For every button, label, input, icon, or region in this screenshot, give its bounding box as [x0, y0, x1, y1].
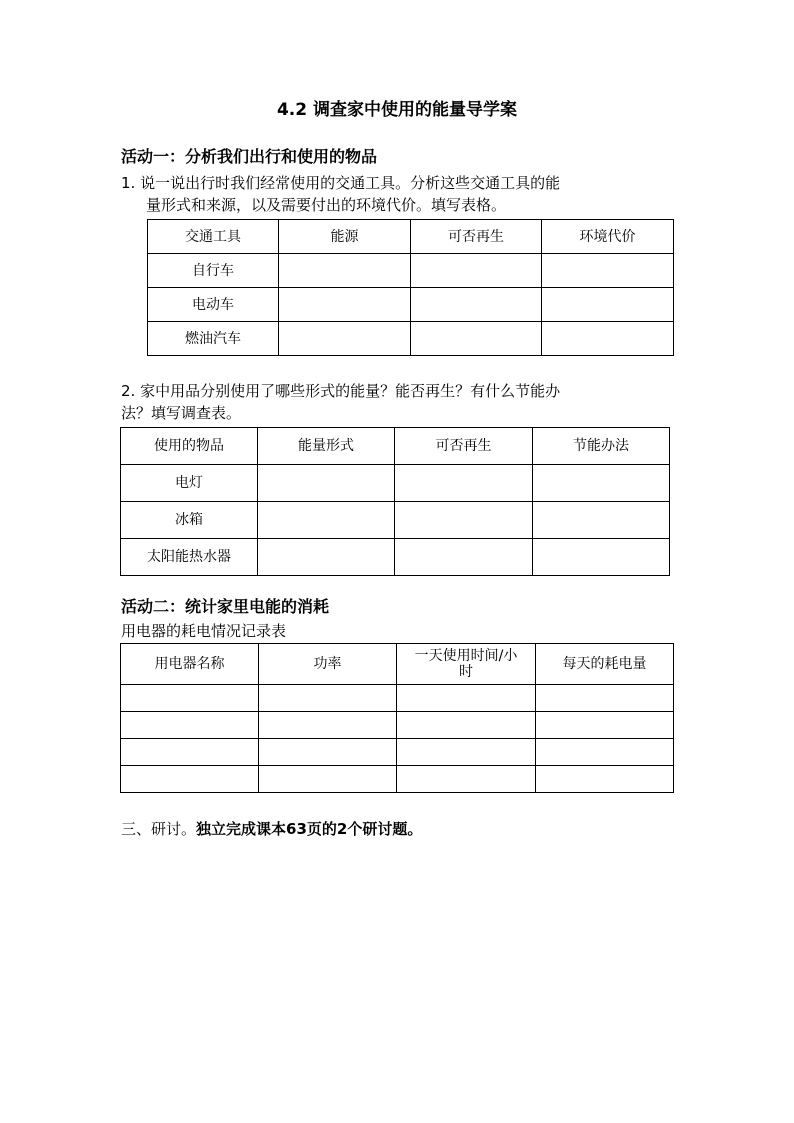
question1-line2: 量形式和来源，以及需要付出的环境代价。填写表格。: [146, 196, 507, 214]
empty-cell[interactable]: [411, 254, 542, 288]
empty-cell[interactable]: [533, 539, 670, 576]
discussion-text: 独立完成课本63页的2个研讨题。: [196, 820, 423, 838]
row-label: 电灯: [121, 465, 258, 502]
table-row: [121, 465, 670, 502]
empty-cell[interactable]: [259, 766, 397, 793]
question1-line1: 1. 说一说出行时我们经常使用的交通工具。分析这些交通工具的能: [121, 174, 561, 192]
empty-cell[interactable]: [279, 254, 411, 288]
header-cell: 能量形式: [258, 428, 395, 465]
header-cell: 用电器名称: [121, 644, 259, 685]
table-header-row: [121, 644, 674, 685]
empty-cell[interactable]: [536, 766, 674, 793]
empty-cell[interactable]: [121, 766, 259, 793]
empty-cell[interactable]: [121, 712, 259, 739]
power-consumption-table: [120, 643, 674, 793]
empty-cell[interactable]: [259, 685, 397, 712]
empty-cell[interactable]: [395, 465, 533, 502]
empty-cell[interactable]: [533, 465, 670, 502]
question2-line2: 法？填写调查表。: [121, 404, 242, 422]
header-cell: 可否再生: [395, 428, 533, 465]
discussion-section: [121, 818, 422, 840]
header-cell: 可否再生: [411, 220, 542, 254]
empty-cell[interactable]: [411, 288, 542, 322]
empty-cell[interactable]: [542, 322, 674, 356]
empty-cell[interactable]: [397, 712, 536, 739]
empty-cell[interactable]: [397, 685, 536, 712]
transport-table: [147, 219, 674, 356]
empty-cell[interactable]: [536, 739, 674, 766]
empty-cell[interactable]: [536, 685, 674, 712]
table3-caption: 用电器的耗电情况记录表: [121, 622, 287, 640]
row-label: 太阳能热水器: [121, 539, 258, 576]
table-row: [148, 322, 674, 356]
row-label: 冰箱: [121, 502, 258, 539]
empty-cell[interactable]: [397, 739, 536, 766]
empty-cell[interactable]: [395, 502, 533, 539]
header-cell: 每天的耗电量: [536, 644, 674, 685]
empty-cell[interactable]: [536, 712, 674, 739]
header-cell: 节能办法: [533, 428, 670, 465]
header-cell: 功率: [259, 644, 397, 685]
header-cell: 一天使用时间/小时: [397, 644, 536, 685]
question1-text: [121, 172, 677, 216]
household-items-table: [120, 427, 670, 576]
header-cell: 能源: [279, 220, 411, 254]
question2-line1: 2. 家中用品分别使用了哪些形式的能量？能否再生？有什么节能办: [121, 382, 561, 400]
empty-cell[interactable]: [259, 739, 397, 766]
empty-cell[interactable]: [121, 685, 259, 712]
table-row: [121, 766, 674, 793]
row-label: 自行车: [148, 254, 279, 288]
question2-text: [121, 380, 677, 424]
table-row: [121, 685, 674, 712]
activity2-heading: 活动二：统计家里电能的消耗: [121, 597, 330, 616]
empty-cell[interactable]: [533, 502, 670, 539]
empty-cell[interactable]: [258, 539, 395, 576]
empty-cell[interactable]: [542, 254, 674, 288]
empty-cell[interactable]: [542, 288, 674, 322]
discussion-prefix: 三、研讨。: [121, 820, 197, 838]
header-cell: 交通工具: [148, 220, 279, 254]
empty-cell[interactable]: [258, 502, 395, 539]
table3-title: [121, 620, 677, 642]
empty-cell[interactable]: [279, 288, 411, 322]
table-row: [121, 739, 674, 766]
page-title: 4.2 调查家中使用的能量导学案: [276, 100, 518, 120]
header-cell: 环境代价: [542, 220, 674, 254]
row-label: 电动车: [148, 288, 279, 322]
table-header-row: [148, 220, 674, 254]
table-row: [148, 288, 674, 322]
empty-cell[interactable]: [279, 322, 411, 356]
empty-cell[interactable]: [395, 539, 533, 576]
empty-cell[interactable]: [411, 322, 542, 356]
row-label: 燃油汽车: [148, 322, 279, 356]
table-row: [121, 712, 674, 739]
header-cell: 使用的物品: [121, 428, 258, 465]
empty-cell[interactable]: [121, 739, 259, 766]
empty-cell[interactable]: [259, 712, 397, 739]
empty-cell[interactable]: [258, 465, 395, 502]
activity1-heading: 活动一：分析我们出行和使用的物品: [121, 147, 378, 166]
table-row: [121, 539, 670, 576]
table-row: [148, 254, 674, 288]
table-header-row: [121, 428, 670, 465]
table-row: [121, 502, 670, 539]
empty-cell[interactable]: [397, 766, 536, 793]
